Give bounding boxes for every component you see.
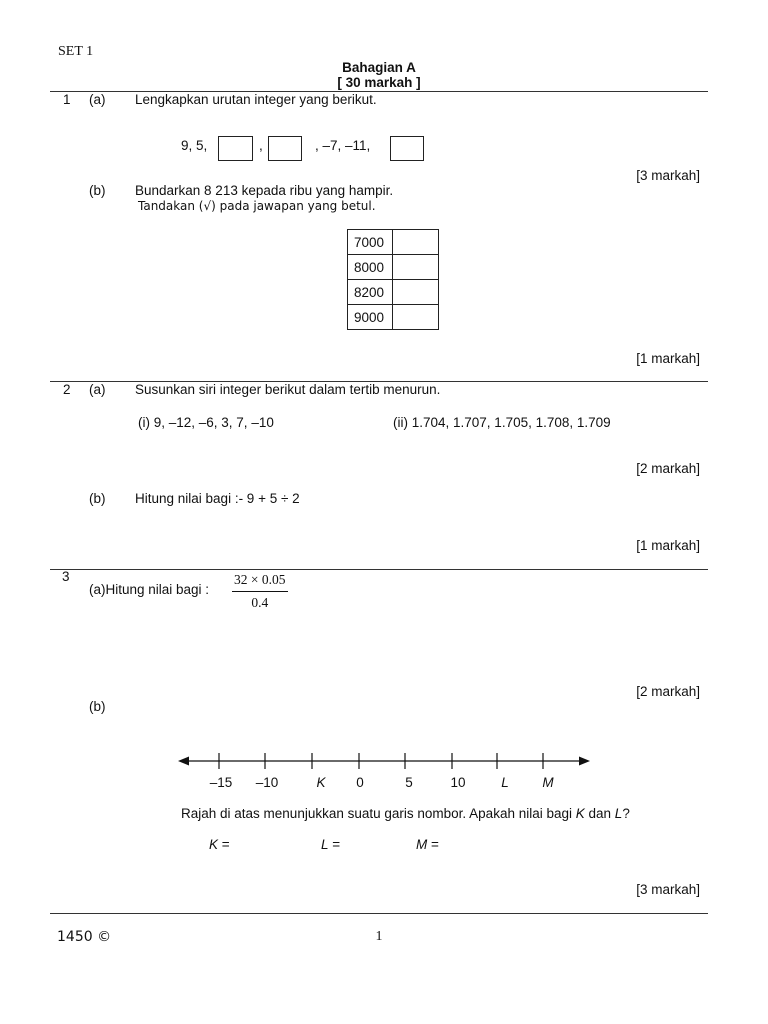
- option-value: 8200: [348, 280, 393, 305]
- q1b-text: Bundarkan 8 213 kepada ribu yang hampir.: [135, 183, 394, 198]
- question-number-1: 1: [63, 92, 71, 107]
- q2b-text: Hitung nilai bagi :- 9 + 5 ÷ 2: [135, 491, 300, 506]
- q2a-text: Susunkan siri integer berikut dalam tertib menurun.: [135, 382, 441, 397]
- option-value: 8000: [348, 255, 393, 280]
- section-title: Bahagian A: [342, 60, 416, 75]
- q3b-question-end: ?: [622, 806, 630, 821]
- q3b-marks: [3 markah]: [636, 882, 700, 897]
- q3a-marks: [2 markah]: [636, 684, 700, 699]
- q2a-part-i: (i) 9, –12, –6, 3, 7, –10: [138, 415, 274, 430]
- q3b-question: [181, 806, 630, 821]
- option-value: 9000: [348, 305, 393, 330]
- answer-l: [321, 837, 340, 852]
- q3b-var-k: K: [575, 806, 585, 821]
- tick-label: M: [542, 775, 554, 790]
- answer-l-eq: =: [328, 837, 341, 852]
- fraction-numerator: 32 × 0.05: [232, 572, 288, 592]
- question-number-3: 3: [62, 569, 70, 584]
- section-marks: [ 30 markah ]: [337, 75, 421, 90]
- tick-label: L: [501, 775, 509, 790]
- q1b-label: (b): [89, 183, 106, 198]
- tick-label: –15: [209, 775, 233, 790]
- q3b-var-l: L: [614, 806, 623, 821]
- left-arrowhead: [178, 757, 189, 766]
- answer-m: [416, 837, 439, 852]
- answer-k: [209, 837, 230, 852]
- q1a-sequence-sep: ,: [259, 138, 263, 153]
- q2a-marks: [2 markah]: [636, 461, 700, 476]
- tick-label: –10: [255, 775, 279, 790]
- answer-m-eq: =: [427, 837, 439, 852]
- q1a-marks: [3 markah]: [636, 168, 700, 183]
- tick-label: 5: [405, 775, 413, 790]
- question-number-2: 2: [63, 382, 71, 397]
- q1a-label: (a): [89, 92, 106, 107]
- tick-label: K: [316, 775, 326, 790]
- answer-l-var: L: [321, 837, 329, 852]
- q3a-text: (a)Hitung nilai bagi :: [89, 582, 210, 597]
- tick-label: 10: [450, 775, 466, 790]
- footer-divider: [50, 913, 708, 914]
- q2b-label: (b): [89, 491, 106, 506]
- set-label: SET 1: [58, 44, 94, 59]
- right-arrowhead: [579, 757, 590, 766]
- answer-k-eq: =: [218, 837, 230, 852]
- q1b-instruction: Tandakan (√) pada jawapan yang betul.: [138, 199, 376, 213]
- q3b-question-pre: Rajah di atas menunjukkan suatu garis nombor. Apakah nilai bagi: [181, 806, 576, 821]
- option-value: 7000: [348, 230, 393, 255]
- q2a-part-ii: (ii) 1.704, 1.707, 1.705, 1.708, 1.709: [393, 415, 611, 430]
- footer-code: 1450 ©: [57, 929, 112, 945]
- tick-label: 0: [356, 775, 364, 790]
- page-number: 1: [375, 929, 383, 944]
- q1a-sequence-start: 9, 5,: [181, 138, 208, 153]
- fraction-denominator: 0.4: [251, 595, 269, 610]
- q1a-sequence-mid: , –7, –11,: [315, 138, 371, 153]
- q3b-question-mid: dan: [584, 806, 615, 821]
- q1a-text: Lengkapkan urutan integer yang berikut.: [135, 92, 377, 107]
- q2a-label: (a): [89, 382, 106, 397]
- q3b-label: (b): [89, 699, 106, 714]
- q2b-marks: [1 markah]: [636, 538, 700, 553]
- answer-k-var: K: [209, 837, 219, 852]
- answer-m-var: M: [416, 837, 428, 852]
- q1b-marks: [1 markah]: [636, 351, 700, 366]
